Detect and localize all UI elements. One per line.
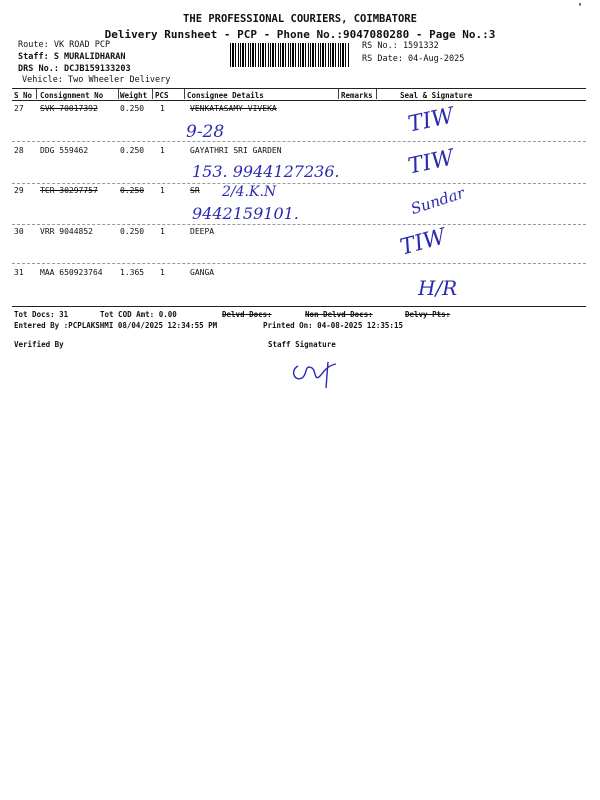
col-header-weight: Weight xyxy=(120,91,148,100)
table-bottom-rule xyxy=(12,306,586,307)
row-consignment: TCR 30297757 xyxy=(40,186,98,195)
company-title: THE PROFESSIONAL COURIERS, COIMBATORE xyxy=(183,13,417,25)
verified-by-label: Verified By xyxy=(14,340,64,349)
col-sep xyxy=(338,89,339,99)
total-docs: Tot Docs: 31 xyxy=(14,310,69,319)
row-sno: 31 xyxy=(14,268,24,277)
col-header-remarks: Remarks xyxy=(341,91,373,100)
row-sno: 27 xyxy=(14,104,24,113)
printed-on: Printed On: 04-08-2025 12:35:15 xyxy=(263,321,403,330)
total-cod-amount: Tot COD Amt: 0.00 xyxy=(100,310,177,319)
row-sno: 28 xyxy=(14,146,24,155)
corner-mark: ' xyxy=(577,2,584,13)
col-sep xyxy=(36,89,37,99)
col-header-seal-signature: Seal & Signature xyxy=(400,91,473,100)
delivery-points: Delvy Pts: xyxy=(405,310,451,319)
row-consignment: MAA 650923764 xyxy=(40,268,103,277)
row-consignment: DDG 559462 xyxy=(40,146,89,155)
handwritten-phone: 9442159101. xyxy=(192,204,299,223)
row-weight: 0.250 xyxy=(120,146,145,155)
row-divider xyxy=(12,263,586,264)
table-top-rule xyxy=(12,88,586,89)
row-consignment: VRR 9044852 xyxy=(40,227,93,236)
handwritten-note-line1: 2/4.K.N xyxy=(222,184,277,200)
row-consignee: GAYATHRI SRI GARDEN xyxy=(190,146,282,155)
row-weight: 1.365 xyxy=(120,268,145,277)
row-consignment: SVK 70017392 xyxy=(40,104,98,113)
row-divider xyxy=(12,141,586,142)
row-weight: 0.250 xyxy=(120,227,145,236)
non-delivered-docs: Non Delvd Docs: xyxy=(305,310,373,319)
vehicle-label: Vehicle: Two Wheeler Delivery xyxy=(22,75,171,85)
barcode xyxy=(230,43,350,67)
row-pcs: 1 xyxy=(160,268,165,277)
row-consignee: SR xyxy=(190,186,200,195)
row-pcs: 1 xyxy=(160,146,165,155)
row-divider xyxy=(12,224,586,225)
row-weight: 0.250 xyxy=(120,186,145,195)
drs-number: DRS No.: DCJB159133203 xyxy=(18,64,131,74)
col-sep xyxy=(152,89,153,99)
staff-signature-label: Staff Signature xyxy=(268,340,336,349)
col-header-sno: S No xyxy=(14,91,33,100)
signature-mark: H/R xyxy=(418,276,458,300)
handwritten-note: 9-28 xyxy=(186,122,225,142)
row-sno: 30 xyxy=(14,227,24,236)
route-label: Route: VK ROAD PCP xyxy=(18,40,111,50)
entered-by: Entered By :PCPLAKSHMI 08/04/2025 12:34:55 PM xyxy=(14,321,218,330)
table-header-rule xyxy=(12,100,586,101)
row-consignee: DEEPA xyxy=(190,227,215,236)
staff-label: Staff: S MURALIDHARAN xyxy=(18,52,126,62)
signature-mark: TIW xyxy=(405,103,457,138)
row-sno: 29 xyxy=(14,186,24,195)
row-consignee: VENKATASAMY VIVEKA xyxy=(190,104,277,113)
signature-mark: TIW xyxy=(405,145,457,180)
signature-mark: TIW xyxy=(397,224,449,261)
delivered-docs: Delvd Docs: xyxy=(222,310,272,319)
row-divider xyxy=(12,183,586,184)
col-header-consignee: Consignee Details xyxy=(187,91,264,100)
rs-number: RS No.: 1591332 xyxy=(362,41,439,51)
row-weight: 0.250 xyxy=(120,104,145,113)
runsheet-subtitle: Delivery Runsheet - PCP - Phone No.:9047080280 - Page No.:3 xyxy=(104,28,496,41)
row-pcs: 1 xyxy=(160,186,165,195)
col-sep xyxy=(184,89,185,99)
row-pcs: 1 xyxy=(160,227,165,236)
col-sep xyxy=(118,89,119,99)
row-pcs: 1 xyxy=(160,104,165,113)
rs-date: RS Date: 04-Aug-2025 xyxy=(362,54,465,64)
staff-signature-scribble xyxy=(286,356,346,392)
col-header-pcs: PCS xyxy=(155,91,169,100)
col-sep xyxy=(376,89,377,99)
col-header-consignment: Consignment No xyxy=(40,91,104,100)
row-consignee: GANGA xyxy=(190,268,215,277)
signature-mark: Sundar xyxy=(408,183,467,219)
handwritten-note: 153. 9944127236. xyxy=(192,162,340,181)
